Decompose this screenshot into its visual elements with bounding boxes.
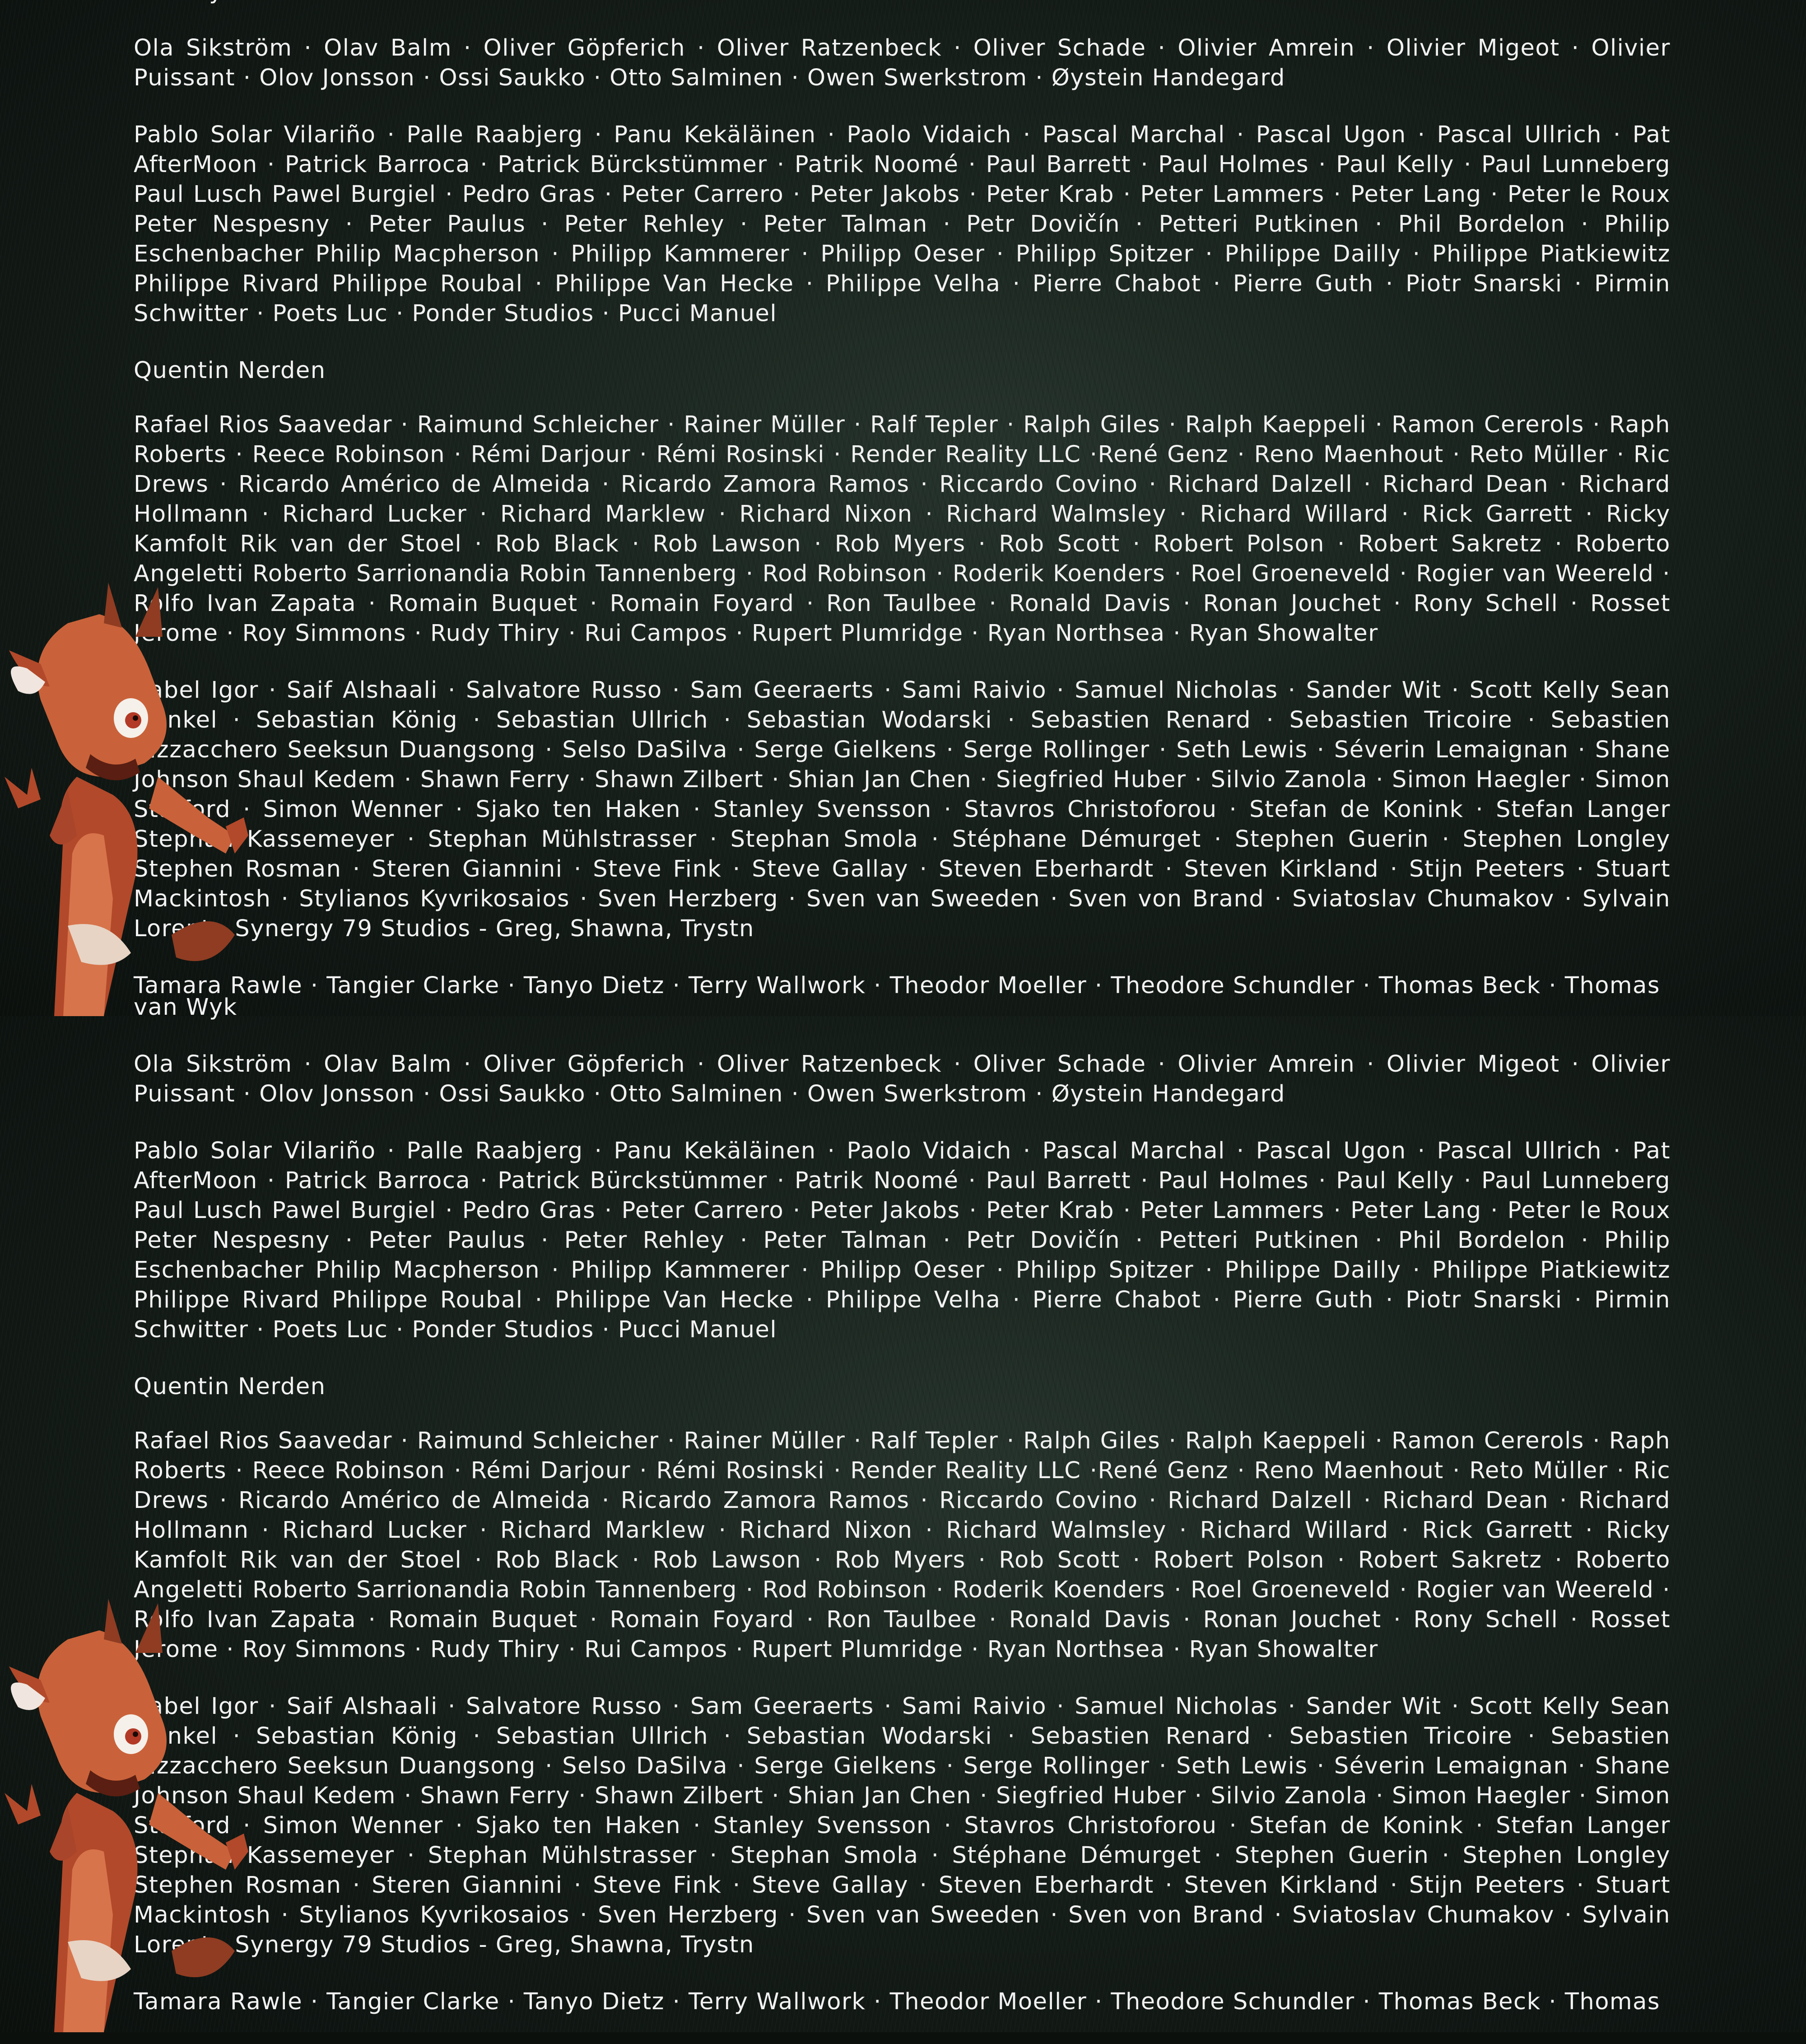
credits-section-r: Rafael Rios Saavedar · Raimund Schleicher · Rainer Müller · Ralf Tepler · Ralph Giles · Ralph Kaeppeli · Ramon Cererols · Raph Roberts · Reece Robinson · Rémi Darjour · Rémi Rosinski · Render Reality LLC ·René Genz · Reno Maenhout · Reto Müller · Ric Drews · Ricardo Américo de Almeida · Ricardo Zamora Ramos · Riccardo Covino · Richard Dalzell · Richard Dean · Richard Hollmann · Richard Lucker · Richard Marklew · Richard Nixon · Richard Walmsley · Richard Willard · Rick Garrett · Ricky Kamfolt Rik van der Stoel · Rob Black · Rob Lawson · Rob Myers · Rob Scott · Robert Polson · Robert Sakretz · Roberto Angeletti Roberto Sarrionandia Robin Tannenberg · Rod Robinson · Roderik Koenders · Roel Groeneveld · Rogier van Weereld · Rolfo Ivan Zapata · Romain Buquet · Romain Foyard · Ron Taulbee · Ronald Davis · Ronan Jouchet · Rony Schell · Rosset Jerome · Roy Simmons · Rudy Thiry · Rui Campos · Rupert Plumridge · Ryan Northsea · Ryan Showalter <box>134 1426 1671 1665</box>
credits-section-r: Rafael Rios Saavedar · Raimund Schleicher · Rainer Müller · Ralf Tepler · Ralph Giles · Ralph Kaeppeli · Ramon Cererols · Raph Roberts · Reece Robinson · Rémi Darjour · Rémi Rosinski · Render Reality LLC ·René Genz · Reno Maenhout · Reto Müller · Ric Drews · Ricardo Américo de Almeida · Ricardo Zamora Ramos · Riccardo Covino · Richard Dalzell · Richard Dean · Richard Hollmann · Richard Lucker · Richard Marklew · Richard Nixon · Richard Walmsley · Richard Willard · Rick Garrett · Ricky Kamfolt Rik van der Stoel · Rob Black · Rob Lawson · Rob Myers · Rob Scott · Robert Polson · Robert Sakretz · Roberto Angeletti Roberto Sarrionandia Robin Tannenberg · Rod Robinson · Roderik Koenders · Roel Groeneveld · Rogier van Weereld · Rolfo Ivan Zapata · Romain Buquet · Romain Foyard · Ron Taulbee · Ronald Davis · Ronan Jouchet · Rony Schell · Rosset Jerome · Roy Simmons · Rudy Thiry · Rui Campos · Rupert Plumridge · Ryan Northsea · Ryan Showalter <box>134 410 1671 649</box>
credits-section-p: Pablo Solar Vilariño · Palle Raabjerg · Panu Kekäläinen · Paolo Vidaich · Pascal Marchal · Pascal Ugon · Pascal Ullrich · Pat AfterMoon · Patrick Barroca · Patrick Bürckstümmer · Patrik Noomé · Paul Barrett · Paul Holmes · Paul Kelly · Paul Lunneberg Paul Lusch Pawel Burgiel · Pedro Gras · Peter Carrero · Peter Jakobs · Peter Krab · Peter Lammers · Peter Lang · Peter le Roux Peter Nespesny · Peter Paulus · Peter Rehley · Peter Talman · Petr Dovičín · Petteri Putkinen · Phil Bordelon · Philip Eschenbacher Philip Macpherson · Philipp Kammerer · Philipp Oeser · Philipp Spitzer · Philippe Dailly · Philippe Piatkiewitz Philippe Rivard Philippe Roubal · Philippe Van Hecke · Philippe Velha · Pierre Chabot · Pierre Guth · Piotr Snarski · Pirmin Schwitter · Poets Luc · Ponder Studios · Pucci Manuel <box>134 120 1671 329</box>
credits-section-q: Quentin Nerden <box>134 1372 1671 1402</box>
credits-section-o: Ola Sikström · Olav Balm · Oliver Göpferich · Oliver Ratzenbeck · Oliver Schade · Olivier Amrein · Olivier Migeot · Olivier Puissant · Olov Jonsson · Ossi Saukko · Otto Salminen · Owen Swerkstrom · Øystein Handegard <box>134 1050 1671 1109</box>
credits-section-p: Pablo Solar Vilariño · Palle Raabjerg · Panu Kekäläinen · Paolo Vidaich · Pascal Marchal · Pascal Ugon · Pascal Ullrich · Pat AfterMoon · Patrick Barroca · Patrick Bürckstümmer · Patrik Noomé · Paul Barrett · Paul Holmes · Paul Kelly · Paul Lunneberg Paul Lusch Pawel Burgiel · Pedro Gras · Peter Carrero · Peter Jakobs · Peter Krab · Peter Lammers · Peter Lang · Peter le Roux Peter Nespesny · Peter Paulus · Peter Rehley · Peter Talman · Petr Dovičín · Petteri Putkinen · Phil Bordelon · Philip Eschenbacher Philip Macpherson · Philipp Kammerer · Philipp Oeser · Philipp Spitzer · Philippe Dailly · Philippe Piatkiewitz Philippe Rivard Philippe Roubal · Philippe Van Hecke · Philippe Velha · Pierre Chabot · Pierre Guth · Piotr Snarski · Pirmin Schwitter · Poets Luc · Ponder Studios · Pucci Manuel <box>134 1136 1671 1345</box>
credits-section-s: Sabel Igor · Saif Alshaali · Salvatore Russo · Sam Geeraerts · Sami Raivio · Samuel Nicholas · Sander Wit · Scott Kelly Sean Dunkel · Sebastian König · Sebastian Ullrich · Sebastian Wodarski · Sebastien Renard · Sebastien Tricoire · Sebastien Vizzacchero Seeksun Duangsong · Selso DaSilva · Serge Gielkens · Serge Rollinger · Seth Lewis · Séverin Lemaignan · Shane Johnson Shaul Kedem · Shawn Ferry · Shawn Zilbert · Shian Jan Chen · Siegfried Huber · Silvio Zanola · Simon Haegler · Simon Stafford · Simon Wenner · Sjako ten Haken · Stanley Svensson · Stavros Christoforou · Stefan de Konink · Stefan Langer Stephan Kassemeyer · Stephan Mühlstrasser · Stephan Smola · Stéphane Démurget · Stephen Guerin · Stephen Longley Stephen Rosman · Steren Giannini · Steve Fink · Steve Gallay · Steven Eberhardt · Steven Kirkland · Stijn Peeters · Stuart Mackintosh · Stylianos Kyvrikosaios · Sven Herzberg · Sven van Sweeden · Sven von Brand · Sviatoslav Chumakov · Sylvain Lorent · Synergy 79 Studios - Greg, Shawna, Trystn <box>134 676 1671 944</box>
credits-header-fragment: van Wyk <box>134 993 1671 1022</box>
credits-section-t: Tamara Rawle · Tangier Clarke · Tanyo Dietz · Terry Wallwork · Theodor Moeller · Theodore Schundler · Thomas Beck · Thomas <box>134 1987 1671 2017</box>
credits-section-q: Quentin Nerden <box>134 356 1671 386</box>
credits-section-o: Ola Sikström · Olav Balm · Oliver Göpferich · Oliver Ratzenbeck · Oliver Schade · Olivier Amrein · Olivier Migeot · Olivier Puissant · Olov Jonsson · Ossi Saukko · Otto Salminen · Owen Swerkstrom · Øystein Handegard <box>134 33 1671 93</box>
credits-section-t: Tamara Rawle · Tangier Clarke · Tanyo Dietz · Terry Wallwork · Theodor Moeller · Theodore Schundler · Thomas Beck · Thomas <box>134 971 1671 1001</box>
credits-section-s: Sabel Igor · Saif Alshaali · Salvatore Russo · Sam Geeraerts · Sami Raivio · Samuel Nicholas · Sander Wit · Scott Kelly Sean Dunkel · Sebastian König · Sebastian Ullrich · Sebastian Wodarski · Sebastien Renard · Sebastien Tricoire · Sebastien Vizzacchero Seeksun Duangsong · Selso DaSilva · Serge Gielkens · Serge Rollinger · Seth Lewis · Séverin Lemaignan · Shane Johnson Shaul Kedem · Shawn Ferry · Shawn Zilbert · Shian Jan Chen · Siegfried Huber · Silvio Zanola · Simon Haegler · Simon Stafford · Simon Wenner · Sjako ten Haken · Stanley Svensson · Stavros Christoforou · Stefan de Konink · Stefan Langer Stephan Kassemeyer · Stephan Mühlstrasser · Stephan Smola · Stéphane Démurget · Stephen Guerin · Stephen Longley Stephen Rosman · Steren Giannini · Steve Fink · Steve Gallay · Steven Eberhardt · Steven Kirkland · Stijn Peeters · Stuart Mackintosh · Stylianos Kyvrikosaios · Sven Herzberg · Sven van Sweeden · Sven von Brand · Sviatoslav Chumakov · Sylvain Lorent · Synergy 79 Studios - Greg, Shawna, Trystn <box>134 1692 1671 1960</box>
